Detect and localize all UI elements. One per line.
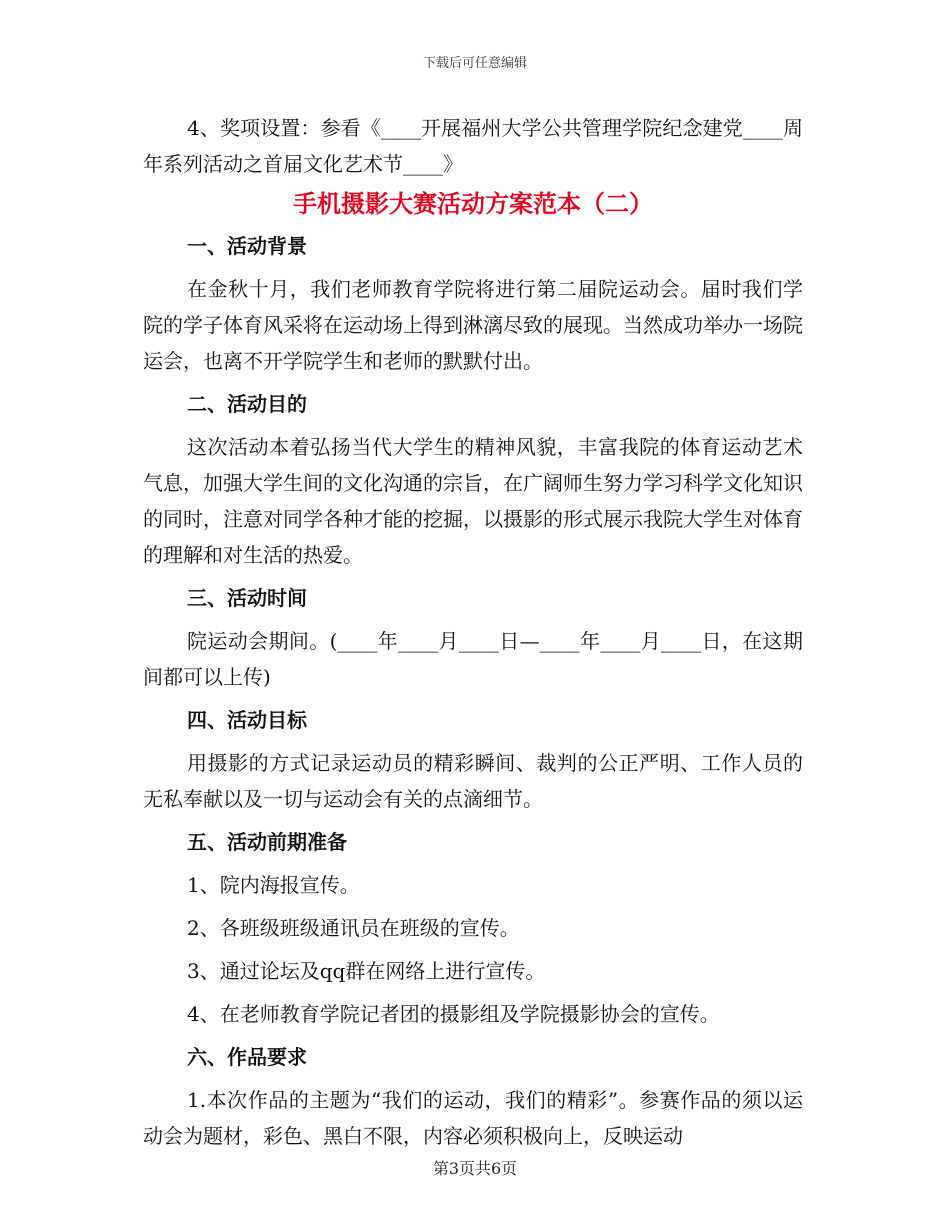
- section-heading-time: 三、活动时间: [187, 586, 307, 610]
- section-heading-requirements: 六、作品要求: [187, 1045, 307, 1069]
- section-heading-purpose: 二、活动目的: [187, 392, 307, 416]
- document-title: 手机摄影大赛活动方案范本（二）: [293, 189, 653, 218]
- section-body-purpose: 这次活动本着弘扬当代大学生的精神风貌，丰富我院的体育运动艺术气息，加强大学生间的文化沟通的宗旨，在广阔师生努力学习科学文化知识的同时，注意对同学各种才能的挖掘，以摄影的形式展示我院大学生对体育的理解和对生活的热爱。: [143, 435, 803, 567]
- list-item: 3、通过论坛及qq群在网络上进行宣传。: [187, 959, 546, 983]
- document-body: [143, 110, 803, 1154]
- section-body-goal: 用摄影的方式记录运动员的精彩瞬间、裁判的公正严明、工作人员的无私奉献以及一切与运动会有关的点滴细节。: [143, 751, 803, 811]
- list-item: 1、院内海报宣传。: [187, 873, 360, 897]
- section-body-time: 院运动会期间。(____年____月____日—____年____月____日，在这期间都可以上传): [143, 629, 803, 689]
- previous-item-text: 4、奖项设置：参看《____开展福州大学公共管理学院纪念建党____周年系列活动之首届文化艺术节____》: [143, 116, 803, 176]
- section-heading-goal: 四、活动目标: [187, 708, 307, 732]
- list-item: 2、各班级班级通讯员在班级的宣传。: [187, 916, 520, 940]
- section-body-background: 在金秋十月，我们老师教育学院将进行第二届院运动会。届时我们学院的学子体育风采将在运动场上得到淋漓尽致的展现。当然成功举办一场院运会，也离不开学院学生和老师的默默付出。: [143, 277, 803, 373]
- page-footer: [0, 1156, 950, 1179]
- page-number-label: 第3页共6页: [432, 1159, 518, 1178]
- section-heading-background: 一、活动背景: [187, 234, 307, 258]
- section-heading-preparation: 五、活动前期准备: [187, 830, 347, 854]
- section-body-requirements: 1.本次作品的主题为“我们的运动，我们的精彩”。参赛作品的须以运动会为题材，彩色、黑白不限，内容必须积极向上，反映运动: [143, 1088, 803, 1148]
- list-item: 4、在老师教育学院记者团的摄影组及学院摄影协会的宣传。: [187, 1002, 720, 1026]
- page-header-note: 下载后可任意编辑: [422, 56, 527, 71]
